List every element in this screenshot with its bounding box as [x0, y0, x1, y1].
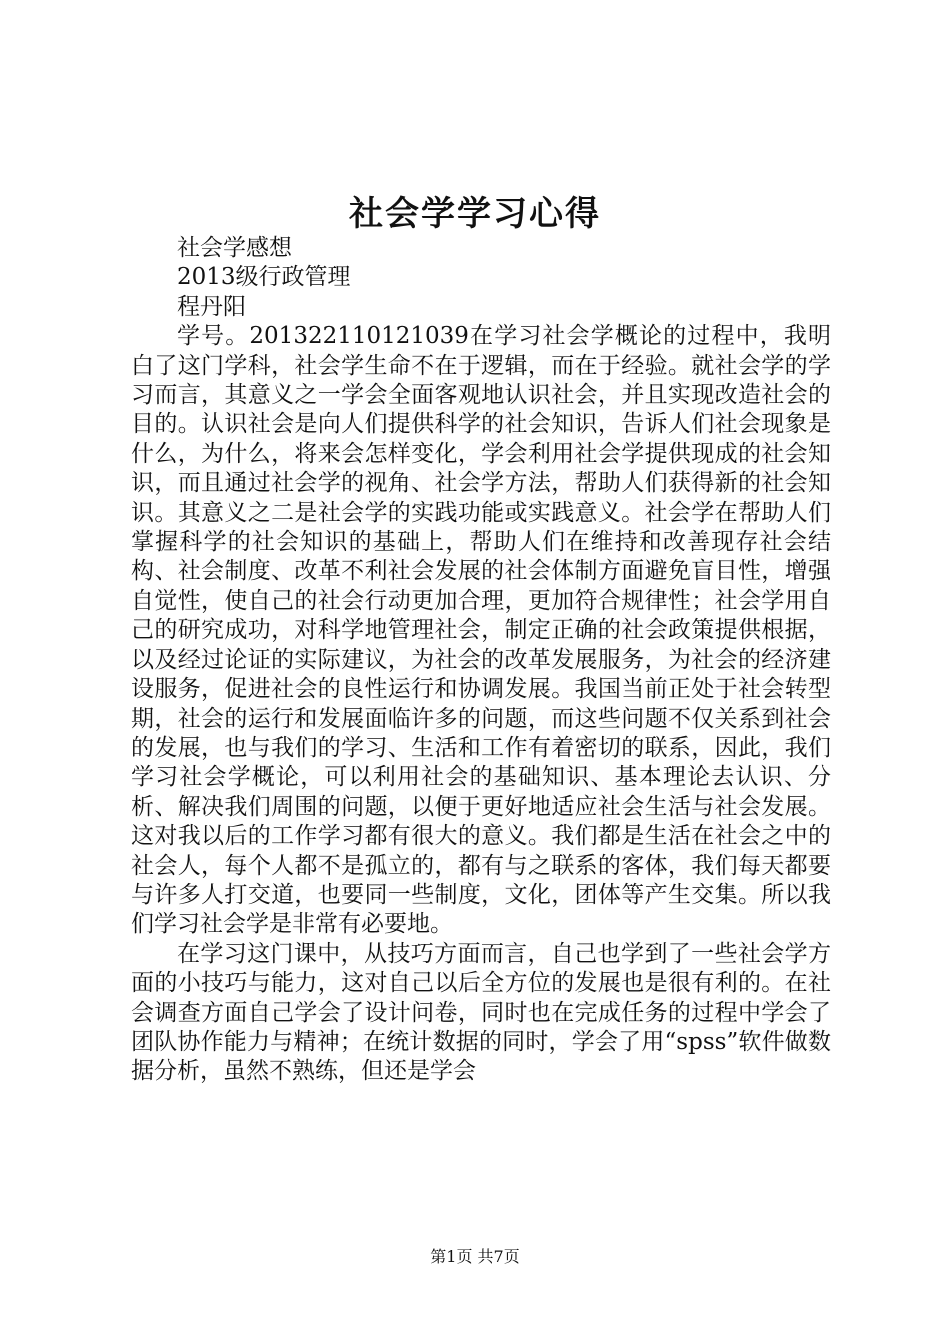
meta-line-author: 程丹阳 [177, 293, 246, 320]
document-body [131, 234, 831, 1087]
body-paragraph: 在学习这门课中，从技巧方面而言，自己也学到了一些社会学方面的小技巧与能力，这对自己以后全方位的发展也是很有利的。在社会调查方面自己学会了设计问卷，同时也在完成任务的过程中学会了团队协作能力与精神；在统计数据的同时，学会了用“spss”软件做数据分析，虽然不熟练，但还是学会 [131, 940, 831, 1085]
meta-line-topic: 社会学感想 [177, 235, 292, 261]
document-title: 社会学学习心得 [349, 194, 601, 234]
meta-line-class: 2013级行政管理 [177, 264, 351, 291]
page-number-footer: 第1页 共7页 [430, 1247, 520, 1266]
body-paragraph: 学号。201322110121039在学习社会学概论的过程中，我明白了这门学科，社会学生命不在于逻辑，而在于经验。就社会学的学习而言，其意义之一学会全面客观地认识社会，并且实现改造社会的目的。认识社会是向人们提供科学的社会知识，告诉人们社会现象是什么，为什么，将来会怎样变化，学会利用社会学提供现成的社会知识，而且通过社会学的视角、社会学方法，帮助人们获得新的社会知识。其意义之二是社会学的实践功能或实践意义。社会学在帮助人们掌握科学的社会知识的基础上，帮助人们在维持和改善现存社会结构、社会制度、改革不利社会发展的社会体制方面避免盲目性，增强自觉性，使自己的社会行动更加合理，更加符合规律性；社会学用自己的研究成功，对科学地管理社会，制定正确的社会政策提供根据，以及经过论证的实际建议，为社会的改革发展服务，为社会的经济建设服务，促进社会的良性运行和协调发展。我国当前正处于社会转型期，社会的运行和发展面临许多的问题，而这些问题不仅关系到社会的发展，也与我们的学习、生活和工作有着密切的联系，因此，我们学习社会学概论，可以利用社会的基础知识、基本理论去认识、分析、解决我们周围的问题，以便于更好地适应社会生活与社会发展。这对我以后的工作学习都有很大的意义。我们都是生活在社会之中的社会人，每个人都不是孤立的，都有与之联系的客体，我们每天都要与许多人打交道，也要同一些制度，文化，团体等产生交集。所以我们学习社会学是非常有必要地。 [131, 323, 831, 938]
